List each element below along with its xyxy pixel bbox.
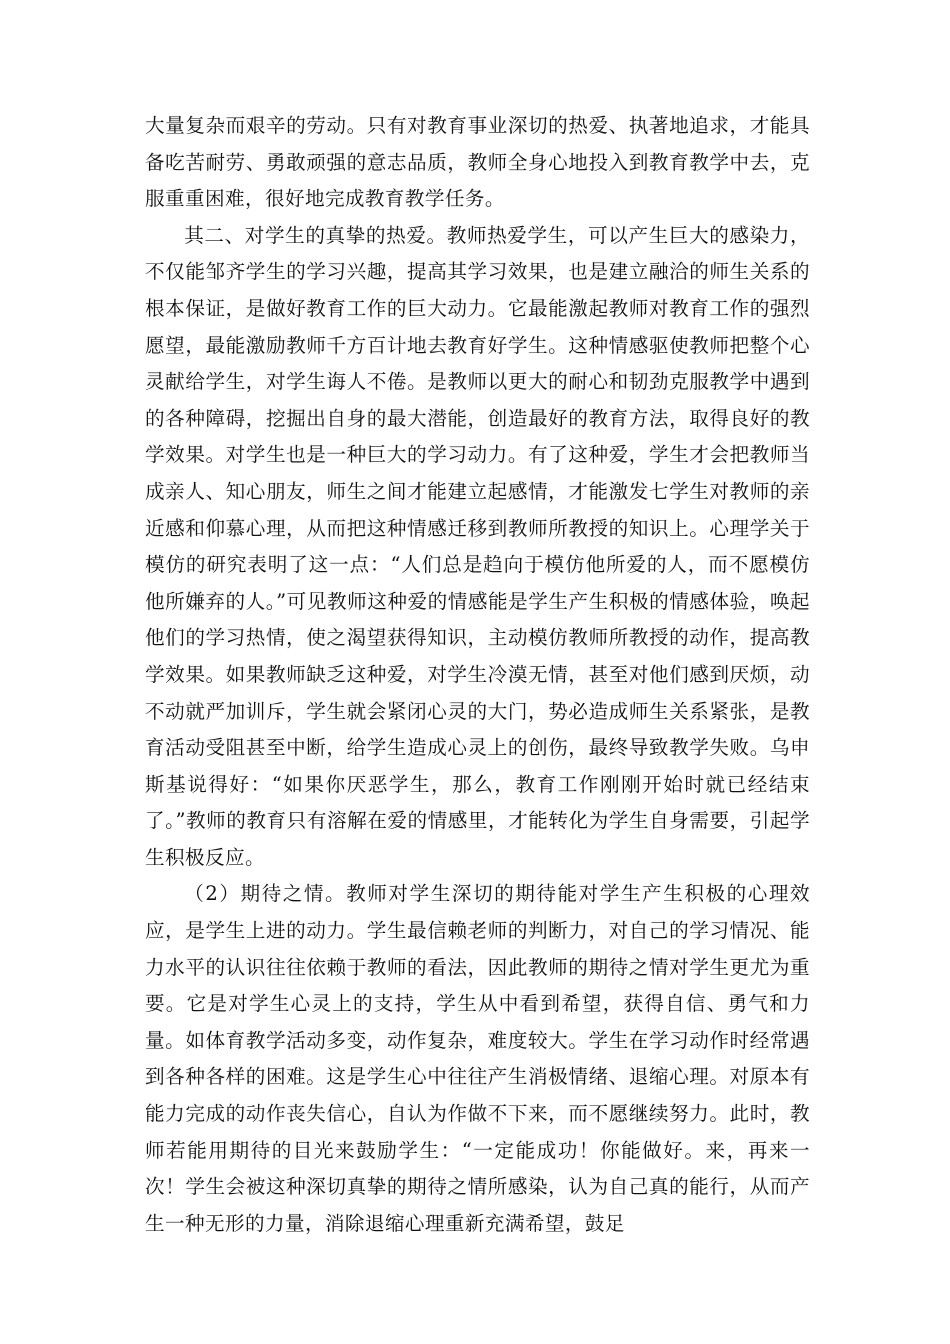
paragraph-continuation: 大量复杂而艰辛的劳动。只有对教育事业深切的热爱、执著地追求，才能具备吃苦耐劳、勇敢顽强的意志品质，教师全身心地投入到教育教学中去，克服重重困难，很好地完成教育教学任务。 bbox=[145, 114, 810, 211]
document-page bbox=[145, 108, 810, 1242]
paragraph-expectation: （2）期待之情。教师对学生深切的期待能对学生产生积极的心理效应，是学生上进的动力。学生最信赖老师的判断力，对自己的学习情况、能力水平的认识往往依赖于教师的看法，因此教师的期待之情对学生更尤为重要。它是对学生心灵上的支持，学生从中看到希望，获得自信、勇气和力量。如体育教学活动多变，动作复杂，难度较大。学生在学习动作时经常遇到各种各样的困难。这是学生心中往往产生消极情绪、退缩心理。对原本有能力完成的动作丧失信心，自认为作做不下来，而不愿继续努力。此时，教师若能用期待的目光来鼓励学生：“一定能成功！你能做好。来，再来一次！学生会被这种深切真挚的期待之情所感染，认为自己真的能行，从而产生一种无形的力量，消除退缩心理重新充满希望，鼓足 bbox=[145, 882, 810, 1235]
paragraph-love-for-students: 其二、对学生的真挚的热爱。教师热爱学生，可以产生巨大的感染力，不仅能邹齐学生的学习兴趣，提高其学习效果，也是建立融洽的师生关系的根本保证，是做好教育工作的巨大动力。它最能激起教师对教育工作的强烈愿望，最能激励教师千方百计地去教育好学生。这种情感驱使教师把整个心灵献给学生，对学生诲人不倦。是教师以更大的耐心和韧劲克服教学中遇到的各种障碍，挖掘出自身的最大潜能，创造最好的教育方法，取得良好的教学效果。对学生也是一种巨大的学习动力。有了这种爱，学生才会把教师当成亲人、知心朋友，师生之间才能建立起感情，才能激发七学生对教师的亲近感和仰慕心理，从而把这种情感迁移到教师所教授的知识上。心理学关于模仿的研究表明了这一点：“人们总是趋向于模仿他所爱的人，而不愿模仿他所嫌弃的人。”可见教师这种爱的情感能是学生产生积极的情感体验，唤起他们的学习热情，使之渴望获得知识，主动模仿教师所教授的动作，提高教学效果。如果教师缺乏这种爱，对学生冷漠无情，甚至对他们感到厌烦，动不动就严加训斥，学生就会紧闭心灵的大门，势必造成师生关系紧张，是教育活动受阻甚至中断，给学生造成心灵上的创伤，最终导致教学失败。乌申斯基说得好：“如果你厌恶学生，那么，教育工作刚刚开始时就已经结束了。”教师的教育只有溶解在爱的情感里，才能转化为学生自身需要，引起学生积极反应。 bbox=[145, 223, 810, 869]
